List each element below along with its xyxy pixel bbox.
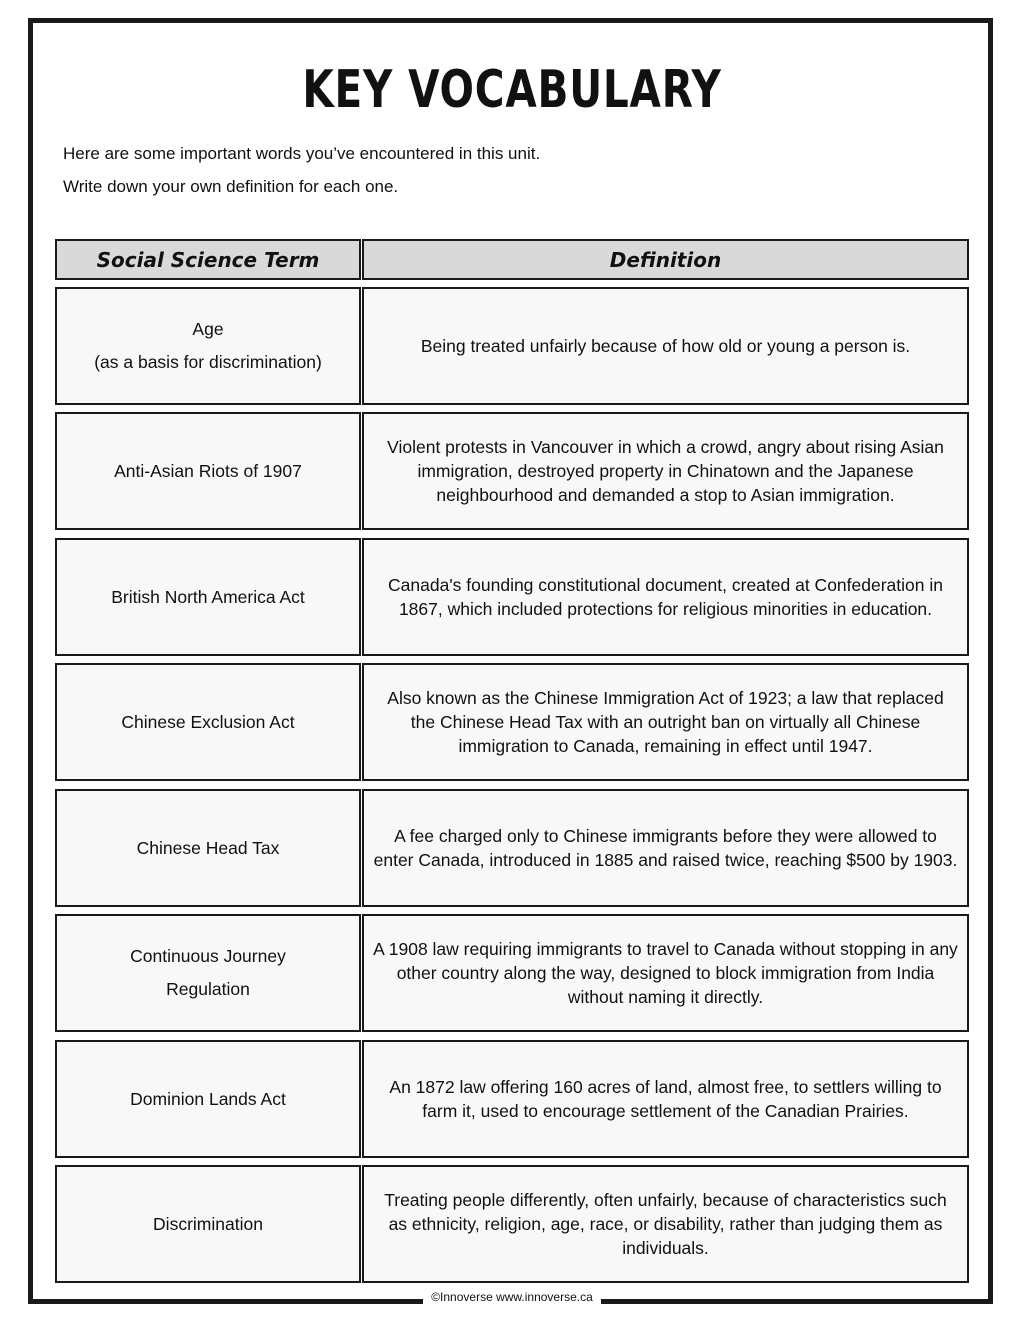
term-label-line-2: Regulation	[166, 979, 250, 999]
table-row	[55, 538, 969, 656]
intro-line-2: Write down your own definition for each one.	[63, 177, 399, 196]
definition-cell	[362, 538, 969, 656]
term-cell	[55, 663, 361, 781]
definition-text: A fee charged only to Chinese immigrants before they were allowed to enter Canada, introduced in 1885 and raised twice, reaching $500 by 1903.	[373, 826, 958, 870]
table-row	[55, 663, 969, 781]
copyright-text: ©Innoverse www.innoverse.ca	[423, 1289, 601, 1305]
definition-text: Violent protests in Vancouver in which a crowd, angry about rising Asian immigration, destroyed property in Chinatown and the Japanese neighbourhood and demanded a stop to Asian immigration.	[387, 437, 944, 505]
intro-line-1: Here are some important words you’ve encountered in this unit.	[63, 144, 541, 163]
table-row	[55, 412, 969, 530]
term-label: Chinese Exclusion Act	[121, 711, 295, 732]
term-cell	[55, 1165, 361, 1283]
definition-cell	[362, 1165, 969, 1283]
header-term: Social Science Term	[55, 239, 361, 280]
table-row	[55, 1040, 969, 1158]
definition-text: Being treated unfairly because of how old or young a person is.	[420, 336, 911, 356]
table-row	[55, 914, 969, 1032]
definition-cell	[362, 663, 969, 781]
intro-text	[63, 137, 540, 203]
definition-cell	[362, 287, 969, 405]
definition-cell	[362, 789, 969, 907]
table-row	[55, 789, 969, 907]
term-cell	[55, 412, 361, 530]
term-label: Discrimination	[153, 1213, 263, 1234]
term-label-line-2: (as a basis for discrimination)	[94, 352, 322, 372]
term-label: British North America Act	[111, 586, 305, 607]
page-title: KEY VOCABULARY	[302, 60, 722, 120]
term-label: Anti-Asian Riots of 1907	[114, 460, 302, 481]
term-cell	[55, 914, 361, 1032]
definition-text: Also known as the Chinese Immigration Act of 1923; a law that replaced the Chinese Head Tax with an outright ban on virtually all Chinese immigration to Canada, remaining in effect until 1947.	[387, 688, 944, 756]
term-label: Age	[192, 319, 224, 339]
definition-text: An 1872 law offering 160 acres of land, almost free, to settlers willing to farm it, used to encourage settlement of the Canadian Prairies.	[389, 1077, 942, 1121]
term-cell	[55, 789, 361, 907]
definition-text: Treating people differently, often unfairly, because of characteristics such as ethnicity, religion, age, race, or disability, rather than judging them as individuals.	[384, 1190, 947, 1258]
definition-cell	[362, 412, 969, 530]
definition-cell	[362, 1040, 969, 1158]
footer	[0, 1288, 1024, 1306]
term-label: Continuous Journey	[130, 946, 286, 966]
table-row	[55, 287, 969, 405]
definition-cell	[362, 914, 969, 1032]
term-cell	[55, 538, 361, 656]
term-label: Chinese Head Tax	[136, 837, 280, 858]
header-definition: Definition	[362, 239, 969, 280]
table-row	[55, 1165, 969, 1283]
definition-text: A 1908 law requiring immigrants to travel to Canada without stopping in any other country along the way, designed to block immigration from India without naming it directly.	[373, 939, 958, 1007]
table-header	[55, 239, 969, 280]
definition-text: Canada's founding constitutional document, created at Confederation in 1867, which included protections for religious minorities in education.	[388, 575, 943, 619]
term-cell	[55, 287, 361, 405]
term-cell	[55, 1040, 361, 1158]
term-label: Dominion Lands Act	[130, 1088, 286, 1109]
